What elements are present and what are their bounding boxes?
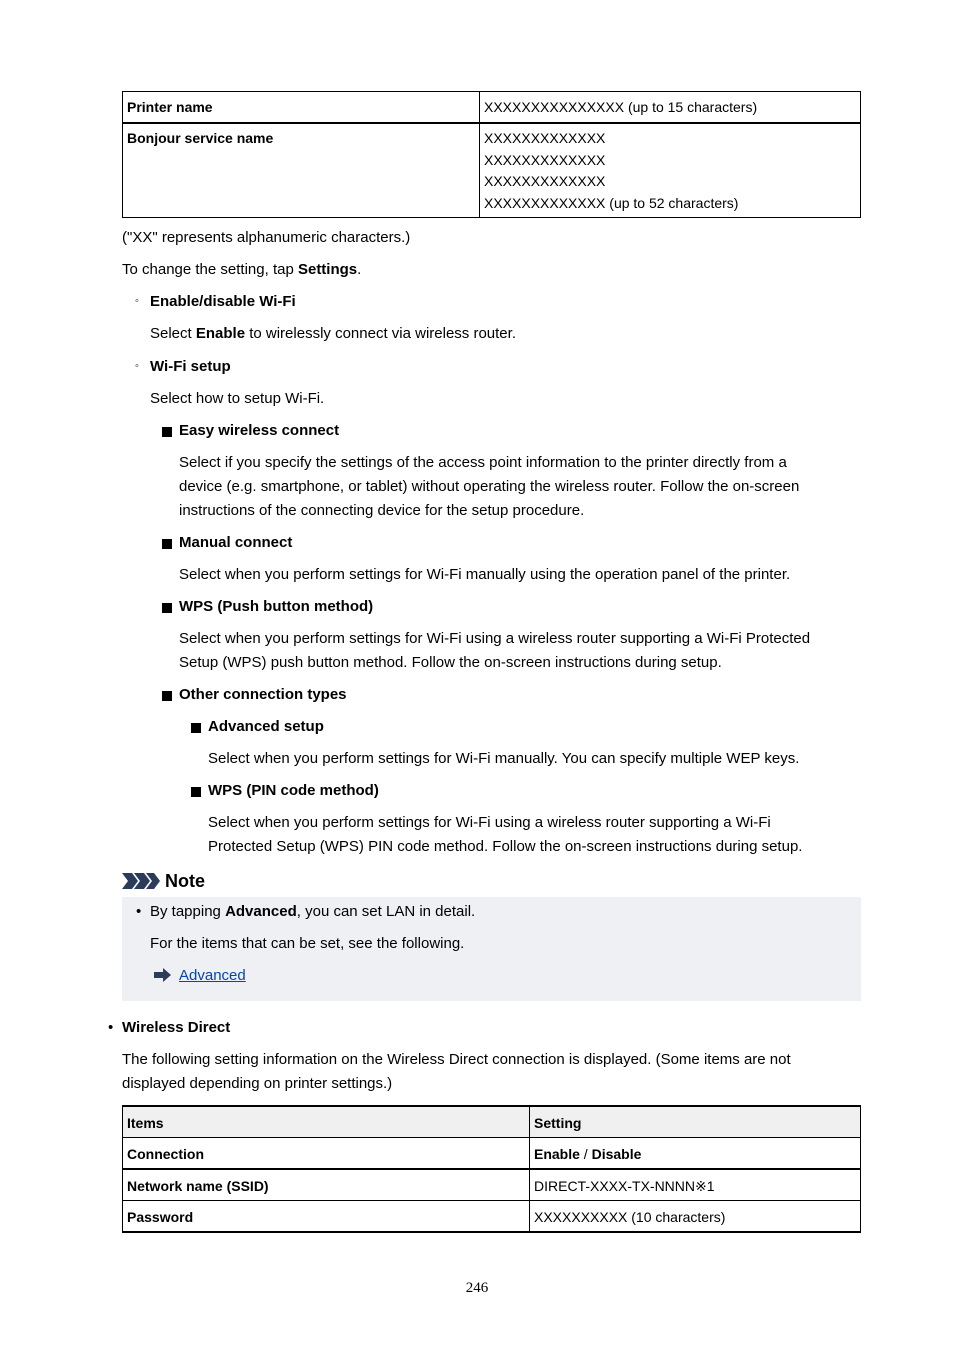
paragraph-line: Select when you perform settings for Wi-Fi using a wireless router supporting a Wi-Fi Protected — [179, 630, 811, 647]
enable-term: Enable — [195, 325, 246, 342]
enable-term: Enable — [534, 1146, 580, 1162]
wifi-setup-heading: Wi-Fi setup — [150, 358, 231, 375]
table-row — [123, 1138, 861, 1170]
note-title: Note — [165, 871, 205, 891]
table-cell-value: XXXXXXXXXX (10 characters) — [530, 1201, 861, 1233]
square-bullet-icon — [191, 723, 201, 733]
table-cell-value — [480, 123, 861, 218]
paragraph-line: The following setting information on the Wireless Direct connection is displayed. (Some items are not — [122, 1051, 791, 1068]
table-row — [123, 1169, 861, 1201]
table-cell-key: Password — [123, 1201, 530, 1233]
wireless-direct-heading: Wireless Direct — [122, 1019, 231, 1036]
note-bullet-text — [150, 900, 475, 924]
page-number: 246 — [465, 1280, 489, 1296]
table-header-row — [123, 1106, 861, 1138]
table-cell-value: DIRECT-XXXX-TX-NNNN※1 — [530, 1169, 861, 1201]
table-cell-value — [530, 1138, 861, 1170]
wireless-direct-table — [122, 1105, 861, 1233]
disable-term: Disable — [591, 1146, 642, 1162]
table-row — [123, 123, 861, 218]
advanced-term: Advanced — [225, 903, 297, 920]
circle-bullet-icon: ◦ — [135, 360, 139, 372]
header-setting: Setting — [530, 1106, 861, 1138]
paragraph-line: Select when you perform settings for Wi-Fi manually. You can specify multiple WEP keys. — [208, 750, 800, 767]
text-fragment: / — [579, 1146, 592, 1162]
square-bullet-icon — [162, 427, 172, 437]
text-fragment: to wirelessly connect via wireless router. — [245, 325, 516, 342]
table-cell-key: Printer name — [123, 92, 480, 124]
value-line: XXXXXXXXXXXXX (up to 52 characters) — [484, 194, 739, 211]
easy-wireless-heading: Easy wireless connect — [179, 422, 340, 439]
note-chevrons-icon — [122, 873, 162, 889]
square-bullet-icon — [162, 539, 172, 549]
header-items: Items — [123, 1106, 530, 1138]
paragraph-line: instructions of the connecting device for the setup procedure. — [179, 502, 585, 519]
table-cell-key: Bonjour service name — [123, 123, 480, 218]
text-fragment: Select — [150, 325, 196, 342]
value-line: XXXXXXXXXXXXX — [484, 151, 606, 168]
table-cell-value: XXXXXXXXXXXXXXX (up to 15 characters) — [480, 92, 861, 124]
xx-footnote: ("XX" represents alphanumeric characters.) — [122, 229, 411, 246]
wifi-setup-desc: Select how to setup Wi-Fi. — [150, 390, 325, 407]
arrow-right-icon — [154, 968, 172, 982]
note-follow-text: For the items that can be set, see the following. — [150, 935, 465, 952]
enable-wifi-heading: Enable/disable Wi-Fi — [150, 293, 296, 310]
table-cell-key: Network name (SSID) — [123, 1169, 530, 1201]
settings-term: Settings — [297, 261, 358, 278]
square-bullet-icon — [162, 691, 172, 701]
paragraph-line: Protected Setup (WPS) PIN code method. Follow the on-screen instructions during setup. — [208, 838, 803, 855]
paragraph-line: Select when you perform settings for Wi-Fi using a wireless router supporting a Wi-Fi — [208, 814, 771, 831]
square-bullet-icon — [191, 787, 201, 797]
circle-bullet-icon: ◦ — [135, 295, 139, 307]
manual-connect-heading: Manual connect — [179, 534, 293, 551]
text-fragment: . — [357, 261, 362, 278]
bullet-dot-icon: • — [108, 1019, 114, 1036]
paragraph-line: Setup (WPS) push button method. Follow the on-screen instructions during setup. — [179, 654, 722, 671]
value-line: XXXXXXXXXXXXX — [484, 173, 606, 189]
advanced-setup-heading: Advanced setup — [208, 718, 324, 735]
paragraph-line: displayed depending on printer settings.) — [122, 1075, 393, 1092]
text-fragment: To change the setting, tap — [122, 261, 298, 278]
wps-pin-heading: WPS (PIN code method) — [208, 782, 379, 799]
other-types-heading: Other connection types — [179, 686, 347, 703]
change-setting-text — [122, 258, 361, 282]
paragraph-line: device (e.g. smartphone, or tablet) without operating the wireless router. Follow the on-screen — [179, 478, 800, 495]
bullet-dot-icon: • — [136, 903, 142, 920]
enable-wifi-desc — [150, 322, 516, 346]
table-row — [123, 92, 861, 124]
square-bullet-icon — [162, 603, 172, 613]
printer-name-table — [122, 91, 861, 218]
value-line: XXXXXXXXXXXXX — [484, 130, 606, 146]
table-cell-key: Connection — [123, 1138, 530, 1170]
wps-push-heading: WPS (Push button method) — [179, 598, 374, 615]
paragraph-line: Select when you perform settings for Wi-Fi manually using the operation panel of the printer. — [179, 566, 791, 583]
text-fragment: By tapping — [150, 903, 226, 920]
advanced-link[interactable]: Advanced — [179, 967, 246, 984]
paragraph-line: Select if you specify the settings of the access point information to the printer directly from a — [179, 454, 787, 471]
table-row — [123, 1201, 861, 1233]
text-fragment: , you can set LAN in detail. — [296, 903, 476, 920]
